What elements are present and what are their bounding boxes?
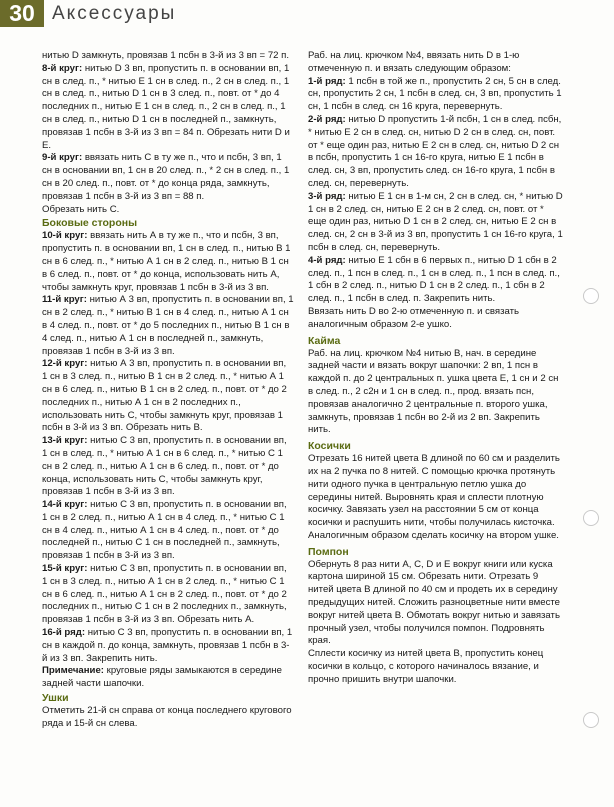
paragraph: Аналогичным образом сделать косичку на втором ушке. [308, 529, 559, 541]
round-text: нитью А 3 вп, пропустить п. в основании вп, 1 сн в 3 след. п., нитью В 1 сн в 2 след. п., * нитью А 1 сн в 6 след. п., нитью В 1 сн в 2 след. п., повт. от * до 2 последних п., нитью А 1 сн в 2 последних п., использовать нить С, чтобы замкнуть круг, провязав 1 псбн в 3-й из 3 вп. Обрезать нить В. [42, 358, 287, 434]
round-text: нитью А 3 вп, пропустить п. в основании вп, 1 сн в 2 след. п., * нитью В 1 сн в 4 след. п., нитью А 1 сн в 4 след. п., повт. от * до 5 последних п., нитью В 1 сн в 4 след. п., нитью А 1 сн в последней п., замкнуть, провязав 1 псбн в 3-й из 3 вп. [42, 294, 294, 357]
binder-hole [583, 510, 599, 526]
note [42, 665, 294, 691]
round-label: 13-й круг: [42, 435, 88, 447]
section-heading-braids: Косички [308, 440, 351, 453]
row-16 [42, 627, 294, 665]
paragraph: Обрезать нить С. [42, 203, 120, 215]
page-title: Аксессуары [52, 3, 177, 24]
paragraph: Отрезать 16 нитей цвета В длиной по 60 см и разделить их на 2 пучка по 8 нитей. С помощью крючка протянуть нити одного пучка в центральную петлю ушка до середины нитей. Выровнять края и сплести плотную косичку. Завязать узел на расстоянии 5 см от конца косички и распушить нити, чтобы получилась кисточка. [308, 453, 560, 529]
row-text: 1 псбн в той же п., пропустить 2 сн, 5 сн в след. сн, пропустить 2 сн, 1 псбн в след. сн, 3 вп, пропустить 1 сн, 1 псбн в след. сн 16 круга, перевернуть. [308, 75, 562, 113]
round-11 [42, 294, 294, 358]
binder-hole [583, 712, 599, 728]
round-label: 11-й круг: [42, 294, 87, 306]
round-text: нитью D 3 вп, пропустить п. в основании вп, 1 сн в след. п., * нитью Е 1 сн в след. п., 2 сн в след. п., 1 сн в след. п., нитью D 1 сн в 3 след. п., повт. от * до 4 последних п., нитью Е 1 сн в след. п., 2 сн в след. п., 1 сн в след. п., нитью D 1 сн в последней п., замкнуть, провязав 1 псбн в 3-й из 3 вп = 84 п. Обрезать нити D и Е. [42, 62, 290, 151]
row-label: 3-й ряд: [308, 190, 346, 202]
paragraph: нитью D замкнуть, провязав 1 псбн в 3-й из 3 вп = 72 п. [42, 50, 290, 61]
round-text: нитью С 3 вп, пропустить п. в основании вп, 1 сн в 2 след. п., нитью А 1 сн в 4 след. п., * нитью С 1 сн в 4 след. п., нитью А 1 сн в 4 след. п., повт. от * до последней п., нитью С 1 сн в последней п., замкнуть, провязав 1 псбн в 3-й из 3 вп. [42, 499, 287, 562]
section-heading-pompon: Помпон [308, 545, 349, 558]
right-column [308, 50, 564, 687]
row-text: нитью Е 1 сбн в 6 первых п., нитью D 1 сбн в 2 след. п., 1 псн в след. п., 1 сн в след. п., 1 псн в след. п., 1 сбн в 2 след. п., нитью D 1 сн в 2 след. п., 1 сбн в 2 след. п., 1 псбн в след. п. Закрепить нить. [308, 254, 560, 305]
row-4 [308, 255, 564, 306]
round-label: 14-й круг: [42, 499, 88, 511]
row-text: нитью D пропустить 1-й псбн, 1 сн в след. псбн, * нитью Е 2 сн в след. сн, нитью D 2 сн в след. сн, повт. от * еще один раз, нитью Е 2 сн в след. сн, нитью D 2 сн в псбн, пропустить 1 сн 16-го круга, нитью Е 1 псбн в след. сн, 3 вп, пропустить след. сн 16-го круга, 1 псбн в след. сн, перевернуть. [308, 113, 562, 189]
round-label: 15-й круг: [42, 563, 88, 575]
paragraph: Раб. на лиц. крючком №4, ввязать нить D в 1-ю отмеченную п. и вязать следующим образом: [308, 50, 520, 74]
page-header [0, 0, 614, 30]
paragraph: Отметить 21-й сн справа от конца последнего кругового ряда и 15-й сн слева. [42, 705, 292, 729]
round-8 [42, 63, 294, 153]
note-label: Примечание: [42, 665, 104, 677]
round-text: нитью С 3 вп, пропустить п. в основании вп, 1 сн в 3 след. п., нитью А 1 сн в 2 след. п., * нитью С 1 сн в 6 след. п., нитью А 1 сн в 2 след. п., повт. от * до 2 последних п., нитью С 1 сн в 2 последних п., замкнуть, провязав 1 псбн в 3-й из 3 вп. Обрезать нить А. [42, 563, 287, 626]
note-text: круговые ряды замыкаются в середине задней части шапочки. [42, 665, 282, 690]
round-12 [42, 358, 294, 435]
round-13 [42, 435, 294, 499]
row-text: нитью Е 1 сн в 1-м сн, 2 сн в след. сн, * нитью D 1 сн в 2 след. сн, нитью Е 2 сн в 2 след. сн, повт. от * еще один раз, нитью D 1 сн в 2 след. сн, нитью Е 2 сн в след. сн, 2 сн в 3-й из 3 вп, пропустить 1 сн 16-го круга, 1 псбн в след. сн, перевернуть. [308, 190, 563, 253]
round-label: 12-й круг: [42, 358, 88, 370]
round-text: нитью С 3 вп, пропустить п. в основании вп, 1 сн в след. п., * нитью А 1 сн в 6 след. п., * нитью С 1 сн в 2 след. п., нитью А 1 сн в 6 след. п., повт. от * до конца, использовать нить С, чтобы замкнуть круг, провязав 1 псбн в 3-й из 3 вп. [42, 435, 287, 498]
row-label: 1-й ряд: [308, 75, 346, 87]
binder-hole [583, 288, 599, 304]
row-label: 4-й ряд: [308, 254, 346, 266]
section-heading-sides: Боковые стороны [42, 217, 138, 230]
round-label: 10-й круг: [42, 230, 88, 242]
round-label: 8-й круг: [42, 62, 83, 74]
round-14 [42, 499, 294, 563]
round-text: ввязать нить А в ту же п., что и псбн, 3 вп, пропустить п. в основании вп, 1 сн в след. п., нитью В 1 сн в 6 след. п., * нитью А 1 сн в 2 след. п., нитью В 1 сн в 6 след. п., повт. от * до конца, использовать нить А, чтобы замкнуть круг, провязав 1 псбн в 3-й из 3 вп. [42, 230, 291, 293]
row-2 [308, 114, 564, 191]
paragraph: Раб. на лиц. крючком №4 нитью В, нач. в середине задней части и вязать вокруг шапочки: 2 вп, 1 псн в каждой п. до 2 центральных п. ушка цвета Е, 1 сн и 2 сн в след. п., 2 с2н и 1 сн в след. п., прод. вязать псн, провязав аналогично 2 центральные п. второго ушка, замкнуть, провязав 1 псбн во 2-й из 2 вп. Закрепить нить. [308, 347, 559, 436]
round-10 [42, 230, 294, 294]
round-9 [42, 152, 294, 203]
paragraph: Сплести косичку из нитей цвета В, пропустить конец косички в кольцо, с которого начиналось вязание, и прочно пришить внутри шапочки. [308, 648, 544, 685]
paragraph: Ввязать нить D во 2-ю отмеченную п. и связать аналогичным образом 2-е ушко. [308, 305, 520, 330]
round-15 [42, 563, 294, 627]
round-text: ввязать нить С в ту же п., что и псбн, 3 вп, 1 сн в основании вп, 1 сн в 20 след. п., * 2 сн в след. п., 1 сн в 20 след. п., повт. от * до конца ряда, замкнуть, провязав 1 псбн в 3-й из 3 вп = 88 п. [42, 152, 290, 202]
row-label: 2-й ряд: [308, 113, 346, 125]
section-heading-trim: Кайма [308, 334, 341, 347]
left-column [42, 50, 294, 731]
round-text: нитью С 3 вп, пропустить п. в основании вп, 1 сн в каждой п. до конца, замкнуть, провязав 1 псбн в 3-й из 3 вп. Закрепить нить. [42, 627, 293, 664]
section-heading-ears: Ушки [42, 692, 69, 705]
round-label: 16-й ряд: [42, 627, 86, 639]
page-number: 30 [0, 0, 44, 27]
row-3 [308, 191, 564, 255]
round-label: 9-й круг: [42, 152, 83, 164]
paragraph: Обернуть 8 раз нити А, С, D и Е вокруг книги или куска картона шириной 15 см. Обрезать нити. Отрезать 9 нитей цвета В длиной по 40 см и продеть их в середину предыдущих нитей. Сложить разноцветные нити вместе вокруг нитей цвета В. Обмотать вокруг нитью и завязать прочный узел, чтобы получился помпон. Подровнять края. [308, 558, 561, 647]
row-1 [308, 76, 564, 114]
